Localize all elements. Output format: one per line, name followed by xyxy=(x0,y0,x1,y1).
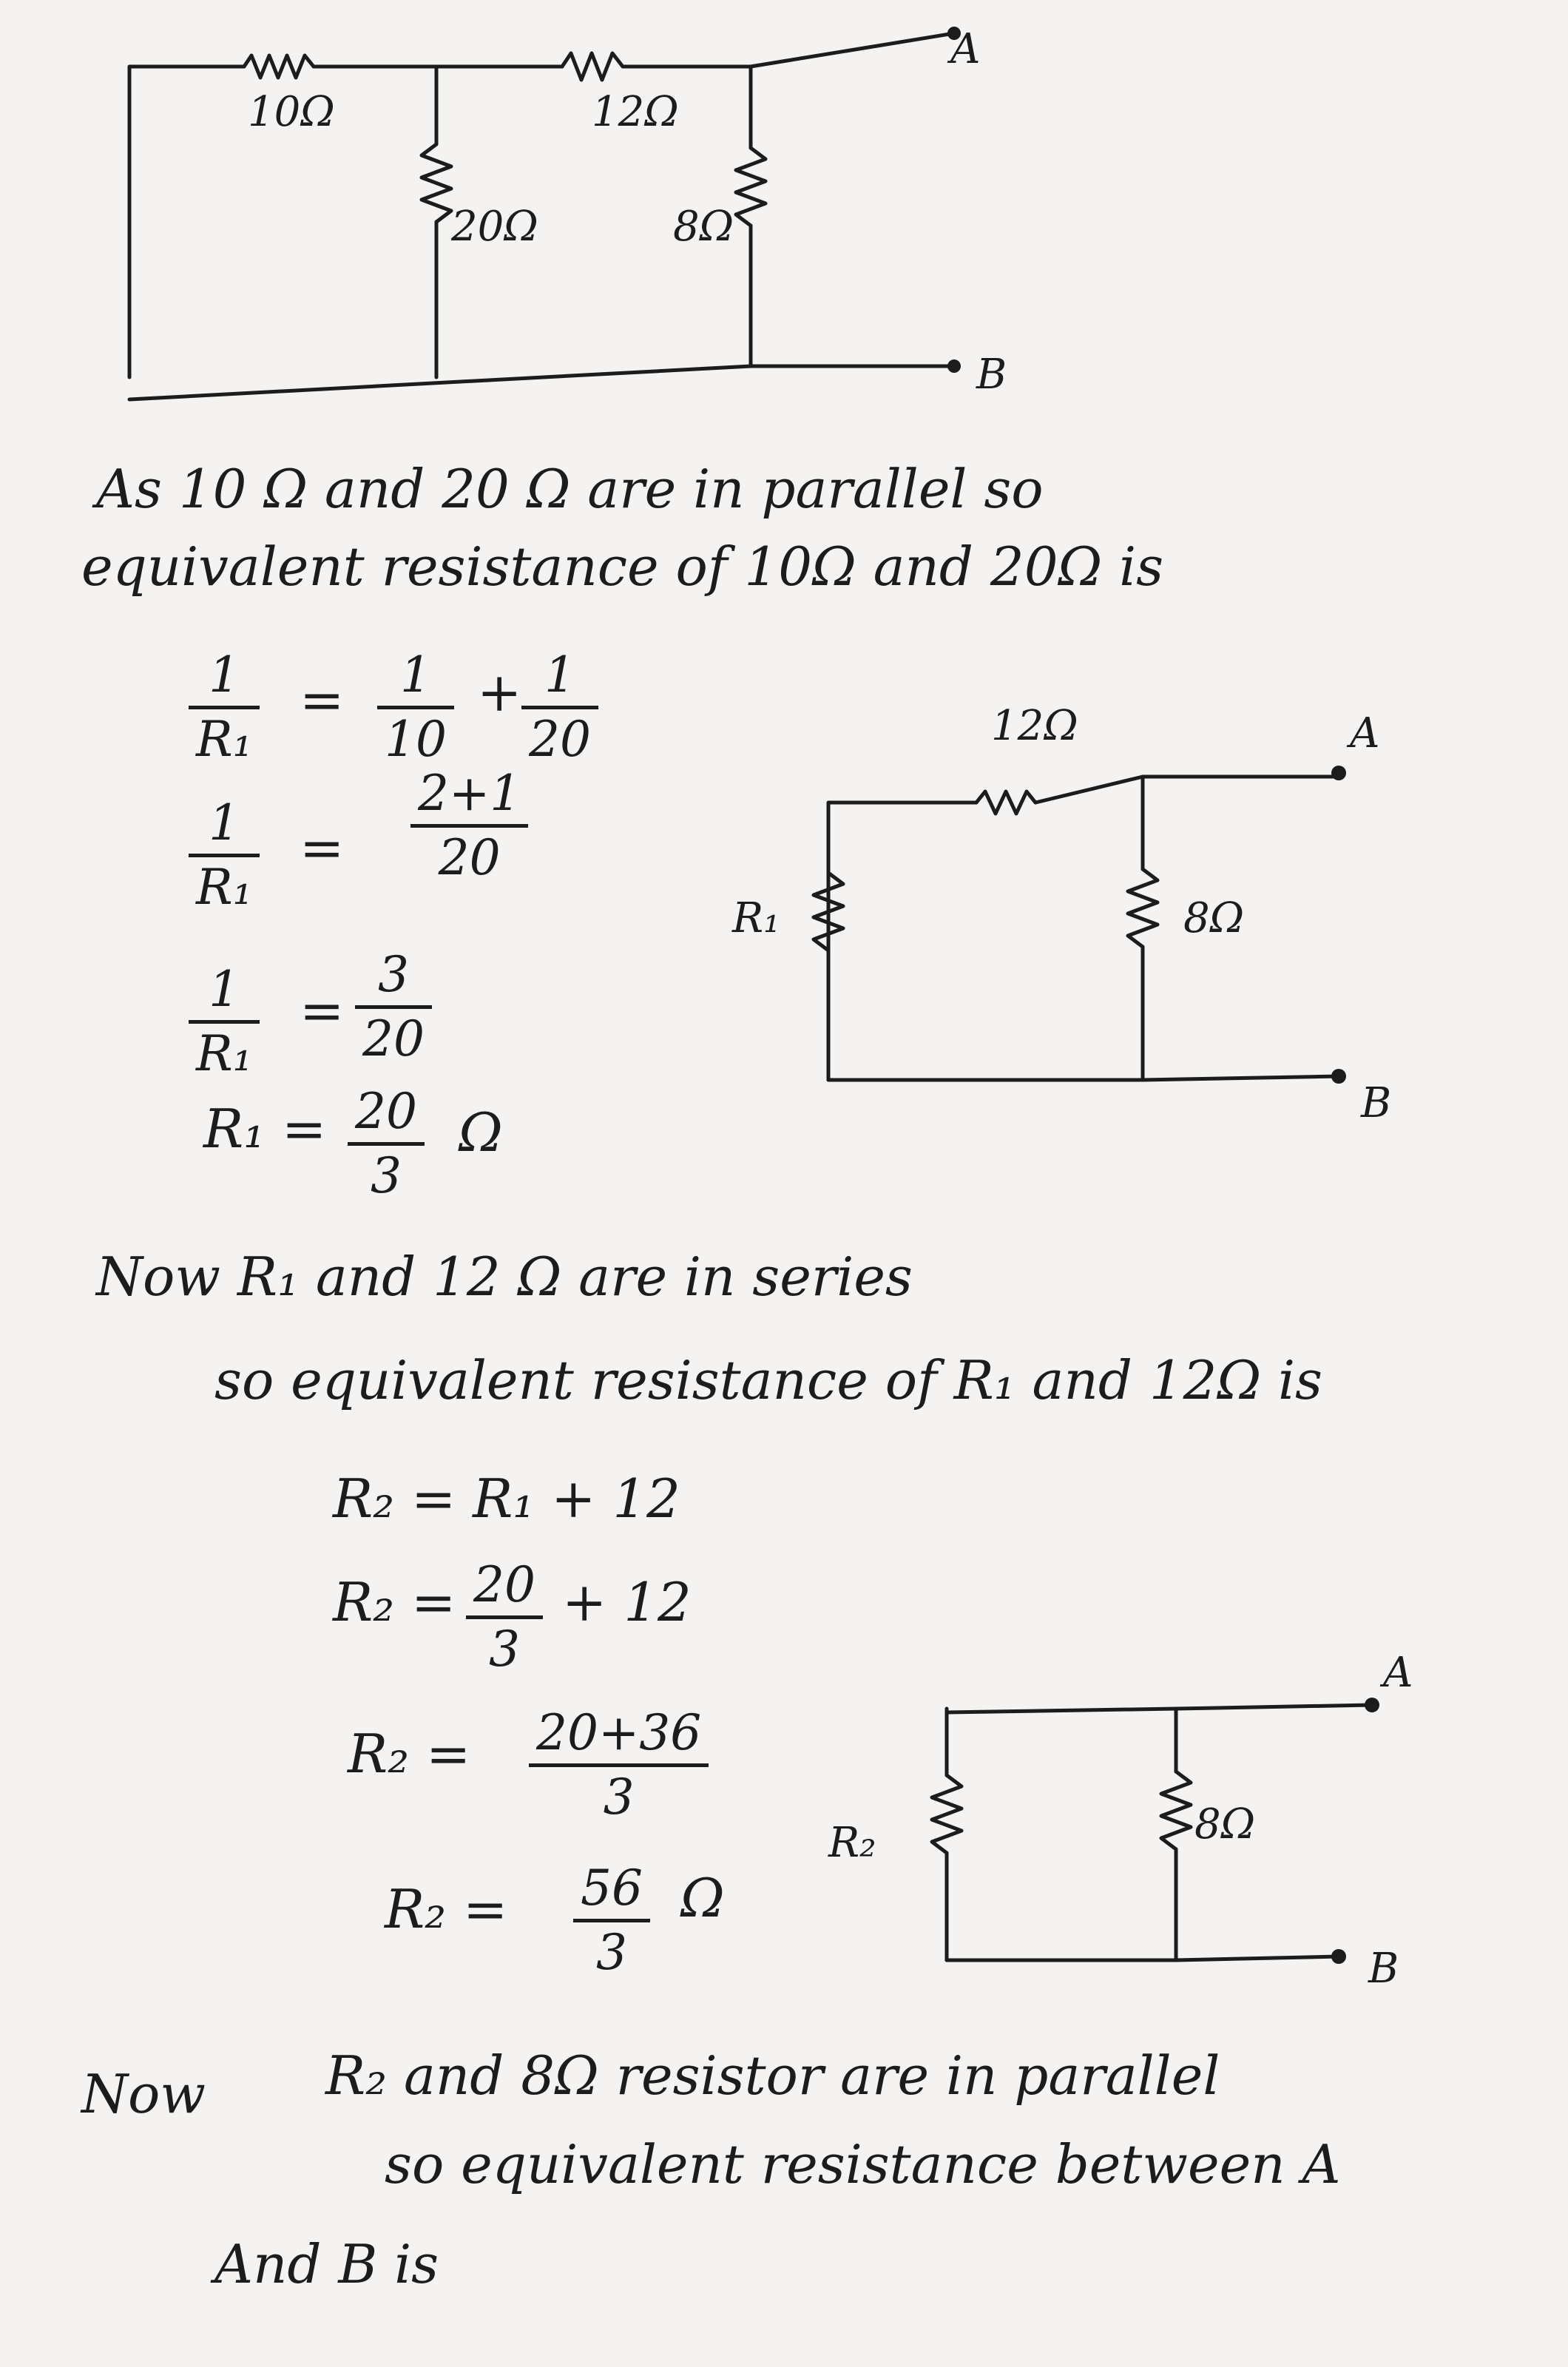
label-12-ohm: 12Ω xyxy=(592,88,679,136)
label-r1: R₁ xyxy=(732,894,780,942)
label-r2: R₂ xyxy=(828,1819,876,1867)
equals-sign: = xyxy=(300,669,345,731)
label-8-ohm: 8Ω xyxy=(673,203,734,251)
r2-equation-1: R₂ = R₁ + 12 xyxy=(333,1468,680,1530)
terminal-a-label: A xyxy=(950,25,981,73)
numerator: 20+36 xyxy=(536,1704,702,1761)
step1-line2: equivalent resistance of 10Ω and 20Ω is xyxy=(81,536,1164,598)
denominator: 20 xyxy=(529,711,591,768)
unit-ohm: Ω xyxy=(459,1101,503,1164)
label-8-ohm: 8Ω xyxy=(1183,894,1245,942)
numerator: 3 xyxy=(377,946,409,1003)
terminal-b-dot xyxy=(1331,1949,1346,1964)
numerator: 20 xyxy=(473,1556,535,1613)
step1-line1: As 10 Ω and 20 Ω are in parallel so xyxy=(96,458,1044,520)
r1-result-lhs: R₁ = xyxy=(203,1098,327,1160)
wire xyxy=(947,1956,1339,1960)
terminal-b-label: B xyxy=(1368,1945,1399,1993)
numerator: 2+1 xyxy=(418,765,521,822)
r2-equation-2-rest: + 12 xyxy=(562,1571,692,1633)
terminal-b-label: B xyxy=(1361,1079,1392,1127)
denominator: 3 xyxy=(370,1147,402,1204)
denominator: 3 xyxy=(595,1924,627,1981)
label-20-ohm: 20Ω xyxy=(451,203,538,251)
step3-line1: R₂ and 8Ω resistor are in parallel xyxy=(325,2044,1220,2107)
resistor-8-ohm xyxy=(1161,1772,1191,1849)
step2-line2: so equivalent resistance of R₁ and 12Ω is xyxy=(214,1349,1323,1411)
denominator: R₁ xyxy=(196,859,253,916)
denominator: 20 xyxy=(362,1010,425,1067)
label-12-ohm: 12Ω xyxy=(991,702,1078,750)
equals-sign: = xyxy=(300,979,345,1041)
wire xyxy=(947,1705,1372,1712)
r2-equation-2-lhs: R₂ = xyxy=(333,1571,456,1633)
numerator: 56 xyxy=(581,1860,643,1917)
terminal-a-dot xyxy=(1365,1698,1379,1712)
r2-equation-4-lhs: R₂ = xyxy=(385,1878,508,1940)
denominator: 3 xyxy=(603,1769,635,1826)
numerator: 1 xyxy=(399,646,431,703)
terminal-a-label: A xyxy=(1350,709,1380,757)
denominator: 20 xyxy=(438,829,501,886)
terminal-a-label: A xyxy=(1383,1649,1413,1697)
numerator: 1 xyxy=(209,646,240,703)
denominator: R₁ xyxy=(196,1025,253,1082)
unit-ohm: Ω xyxy=(680,1867,725,1929)
step2-line1: Now R₁ and 12 Ω are in series xyxy=(96,1246,913,1308)
step3-line3: And B is xyxy=(214,2233,439,2295)
numerator: 1 xyxy=(209,961,240,1018)
numerator: 20 xyxy=(355,1083,417,1140)
denominator: 10 xyxy=(385,711,447,768)
step3-now: Now xyxy=(81,2063,206,2125)
denominator: 3 xyxy=(488,1621,520,1678)
step3-line2: so equivalent resistance between A xyxy=(385,2133,1341,2195)
numerator: 1 xyxy=(544,646,575,703)
label-10-ohm: 10Ω xyxy=(248,88,335,136)
denominator: R₁ xyxy=(196,711,253,768)
plus-sign: + xyxy=(477,661,522,723)
resistor-r2 xyxy=(932,1775,962,1853)
equals-sign: = xyxy=(300,817,345,879)
r2-equation-3-lhs: R₂ = xyxy=(348,1723,471,1785)
numerator: 1 xyxy=(209,794,240,851)
terminal-b-label: B xyxy=(976,351,1007,399)
label-8-ohm: 8Ω xyxy=(1194,1800,1256,1848)
